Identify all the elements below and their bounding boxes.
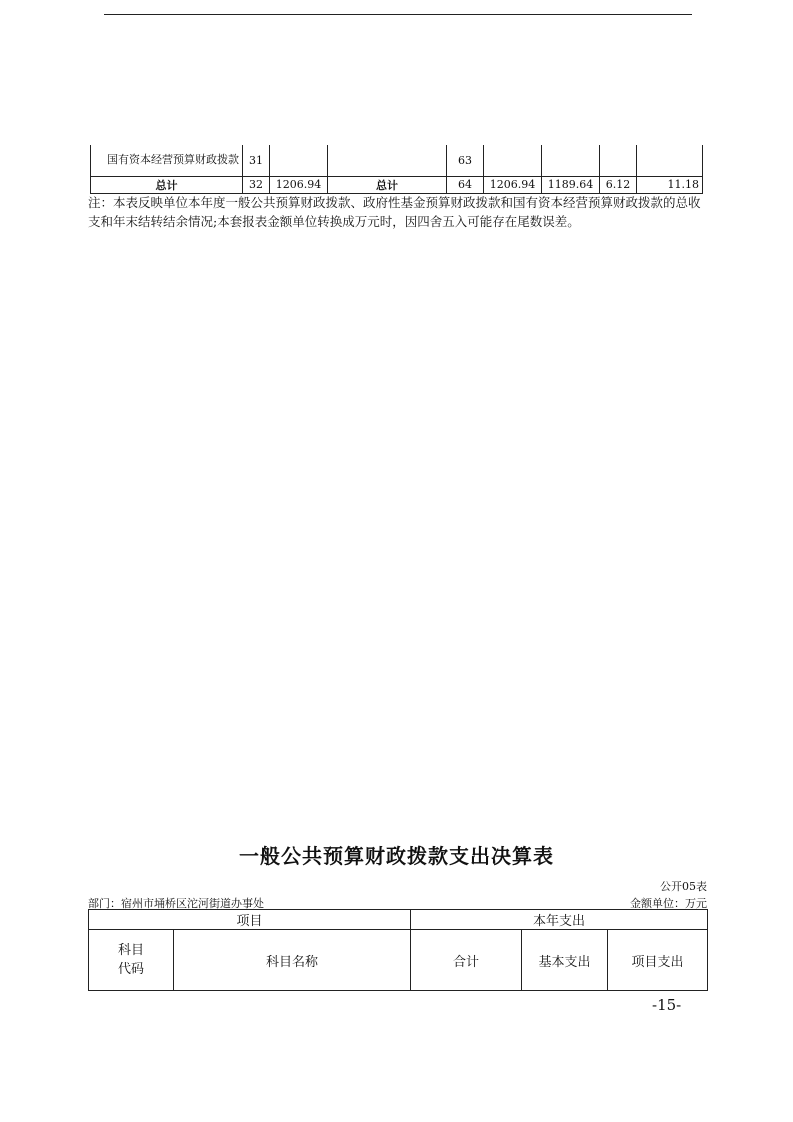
- row-number-right: 63: [447, 145, 484, 176]
- expense-project: 6.12: [600, 176, 637, 193]
- table-header-row: [89, 930, 708, 991]
- col-subject-name: 科目名称: [174, 930, 411, 991]
- expenditure-table: [88, 909, 708, 991]
- row-number-right: 64: [447, 176, 484, 193]
- department-label: 部门：宿州市埇桥区沱河街道办事处: [88, 897, 264, 910]
- col-basic-expense: 基本支出: [522, 930, 608, 991]
- expense-total: [484, 145, 542, 176]
- expense-basic: 1189.64: [542, 176, 600, 193]
- header-item: 项目: [89, 910, 411, 930]
- col-project-expense: 项目支出: [608, 930, 708, 991]
- table-row: [91, 145, 703, 176]
- table-note: 注：本表反映单位本年度一般公共预算财政拨款、政府性基金预算财政拨款和国有资本经营预算财政拨款的总收支和年末结转结余情况;本套报表金额单位转换成万元时，因四舍五入可能存在尾数误差。: [88, 195, 701, 229]
- expense-other: [637, 145, 703, 176]
- expense-item: [328, 145, 447, 176]
- table-row-total: [91, 176, 703, 193]
- header-rule: [104, 14, 692, 15]
- header-year-expense: 本年支出: [411, 910, 708, 930]
- table-header-row: [89, 910, 708, 930]
- total-label-right: 总计: [328, 176, 447, 193]
- col-subject-code: 科目代码: [89, 930, 174, 991]
- expense-basic: [542, 145, 600, 176]
- expense-total: 1206.94: [484, 176, 542, 193]
- form-code: 公开05表: [660, 880, 707, 893]
- expense-other: 11.18: [637, 176, 703, 193]
- total-label: 总计: [91, 176, 243, 193]
- income-amount: [270, 145, 328, 176]
- row-number: 32: [243, 176, 270, 193]
- fiscal-summary-table: [90, 145, 703, 194]
- row-label: 国有资本经营预算财政拨款: [91, 145, 243, 176]
- page-title: 一般公共预算财政拨款支出决算表: [239, 844, 554, 868]
- income-amount: 1206.94: [270, 176, 328, 193]
- col-total: 合计: [411, 930, 522, 991]
- unit-label: 金额单位：万元: [630, 897, 707, 910]
- row-number: 31: [243, 145, 270, 176]
- expense-project: [600, 145, 637, 176]
- page-number: -15-: [652, 996, 682, 1014]
